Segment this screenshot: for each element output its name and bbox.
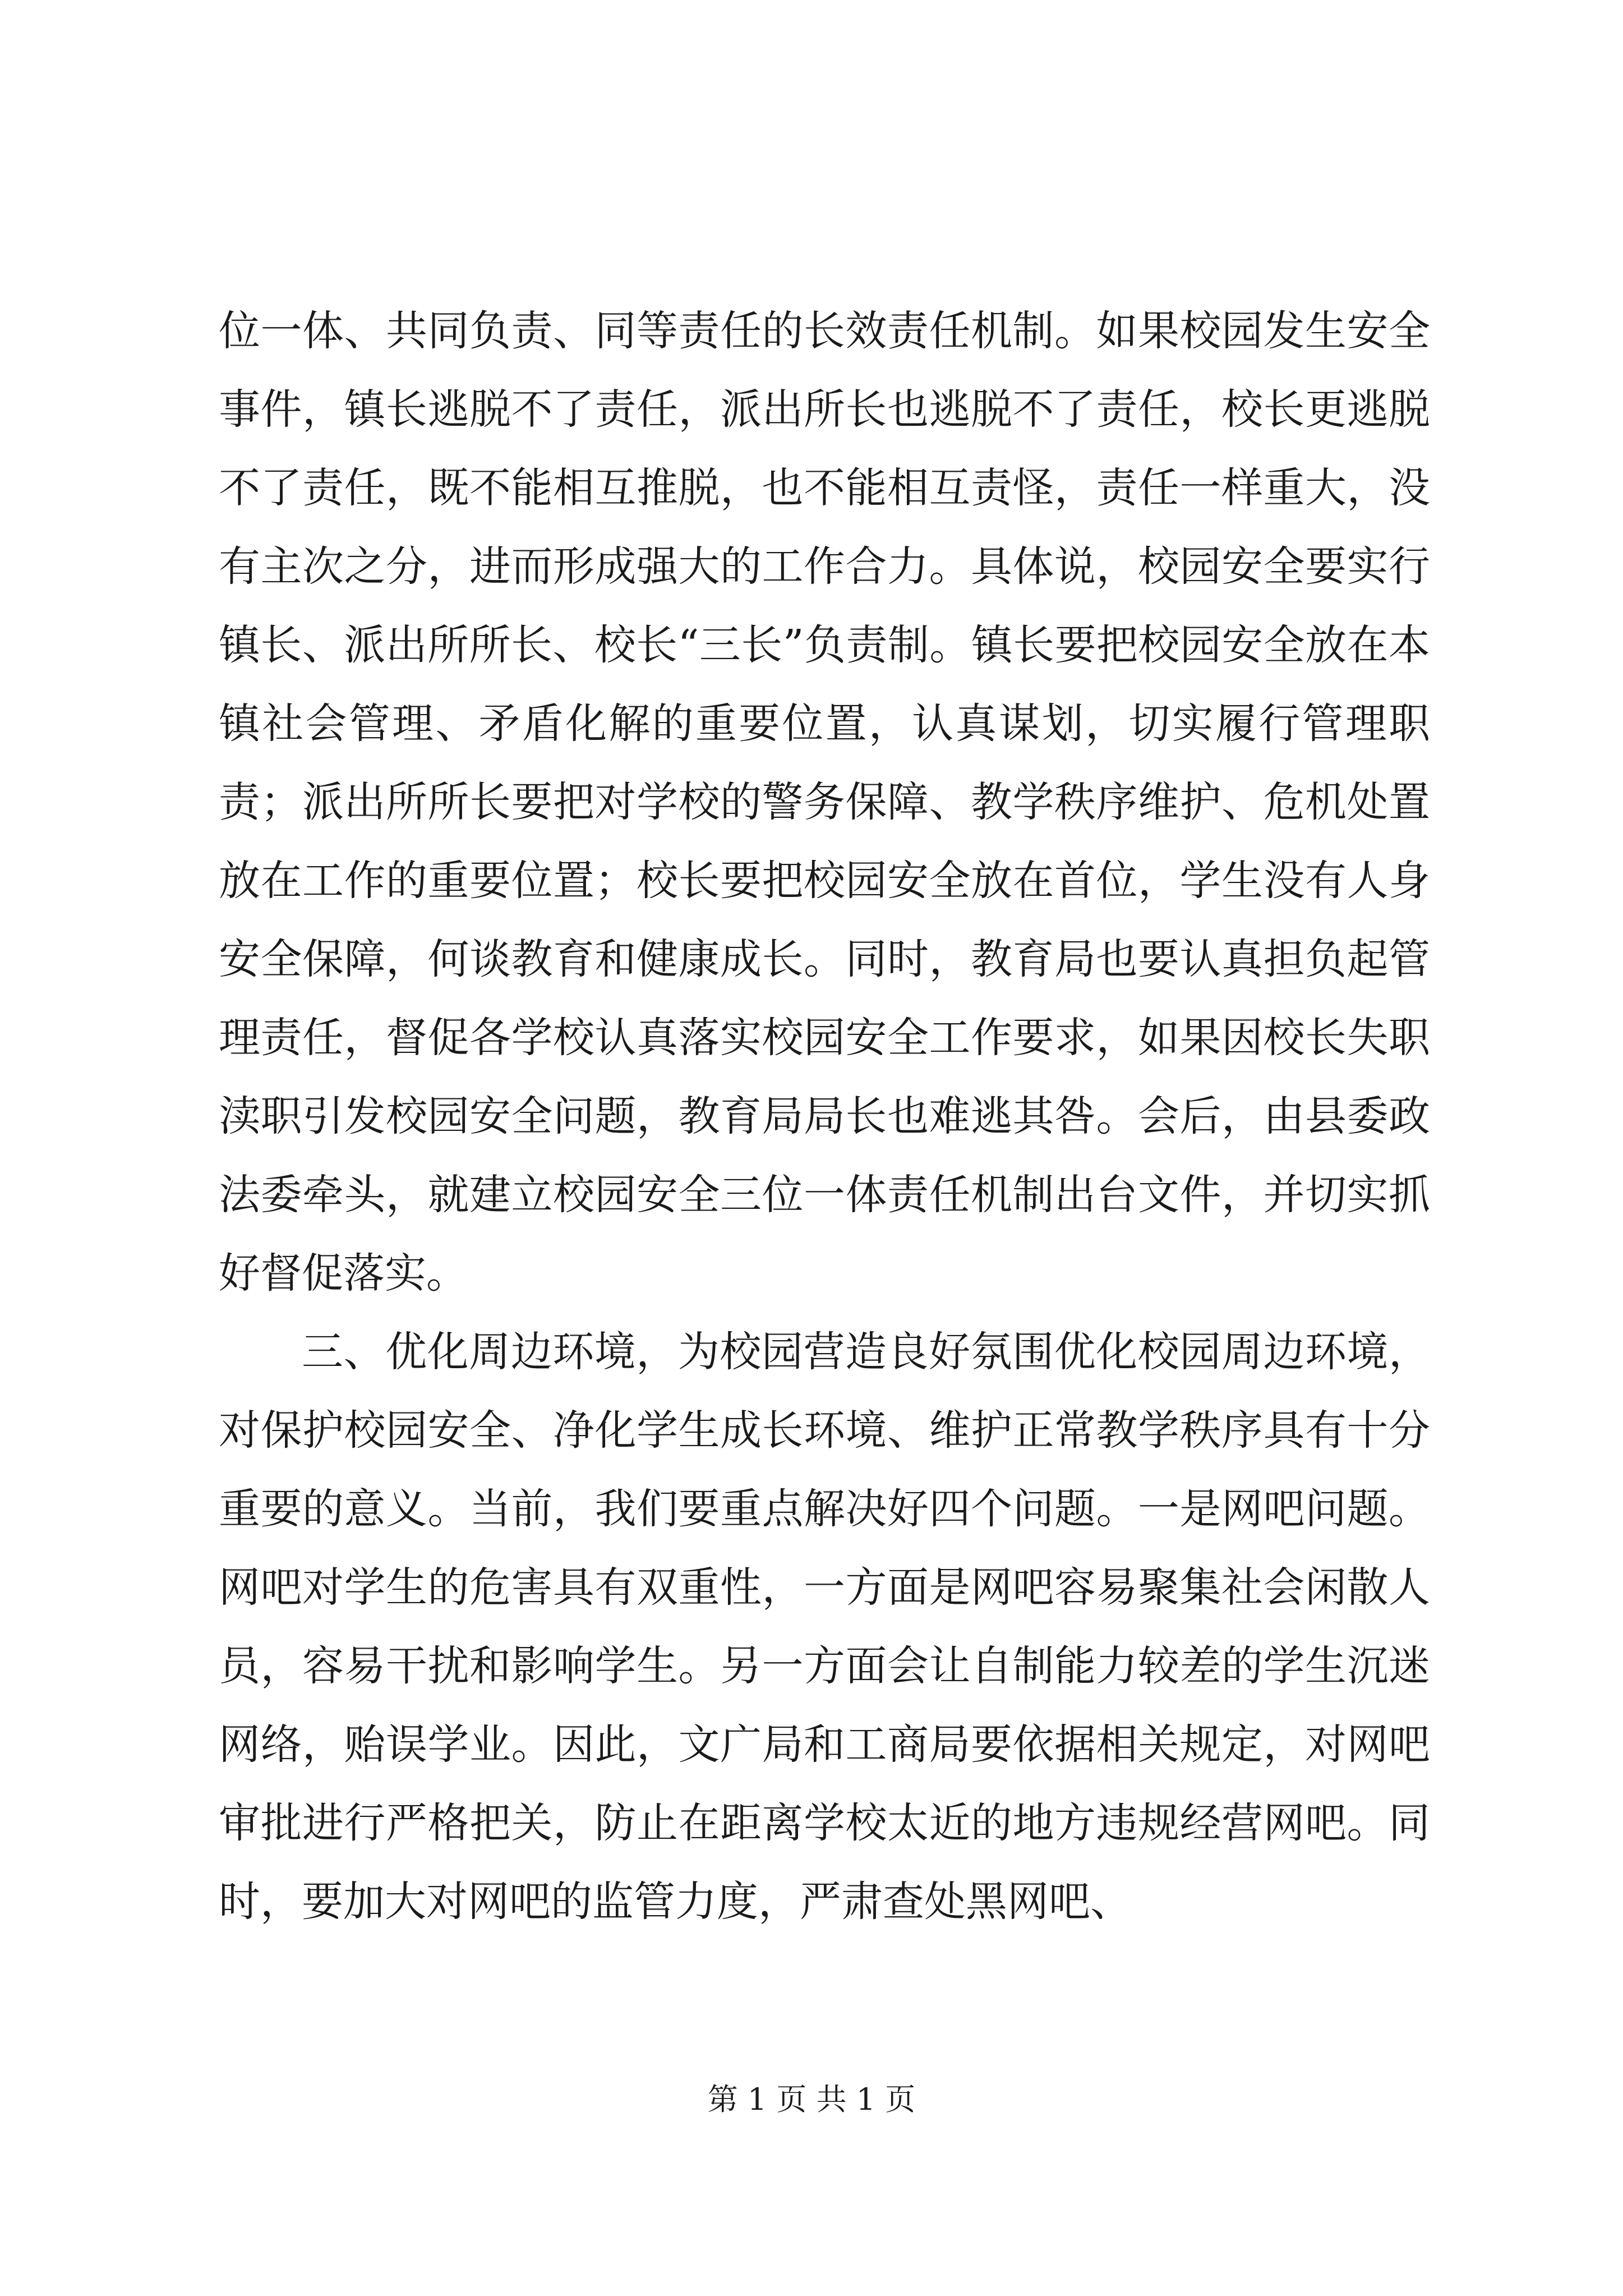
- page-footer: 第 1 页 共 1 页: [707, 2082, 916, 2117]
- paragraph-1: 位一体、共同负责、同等责任的长效责任机制。如果校园发生安全事件，镇长逃脱不了责任，派出所长也逃脱不了责任，校长更逃脱不了责任，既不能相互推脱，也不能相互责怪，责任一样重大，没有主次之分，进而形成强大的工作合力。具体说，校园安全要实行镇长、派出所所长、校长“三长”负责制。镇长要把校园安全放在本镇社会管理、矛盾化解的重要位置，认真谋划，切实履行管理职责；派出所所长要把对学校的警务保障、教学秩序维护、危机处置放在工作的重要位置；校长要把校园安全放在首位，学生没有人身安全保障，何谈教育和健康成长。同时，教育局也要认真担负起管理责任，督促各学校认真落实校园安全工作要求，如果因校长失职渎职引发校园安全问题，教育局局长也难逃其咎。会后，由县委政法委牵头，就建立校园安全三位一体责任机制出台文件，并切实抓好督促落实。: [219, 307, 1430, 1297]
- document-body: [219, 292, 1430, 1941]
- paragraph-2: 三、优化周边环境，为校园营造良好氛围优化校园周边环境，对保护校园安全、净化学生成长环境、维护正常教学秩序具有十分重要的意义。当前，我们要重点解决好四个问题。一是网吧问题。网吧对学生的危害具有双重性，一方面是网吧容易聚集社会闲散人员，容易干扰和影响学生。另一方面会让自制能力较差的学生沉迷网络，贻误学业。因此，文广局和工商局要依据相关规定，对网吧审批进行严格把关，防止在距离学校太近的地方违规经营网吧。同时，要加大对网吧的监管力度，严肃查处黑网吧、: [219, 1328, 1430, 1926]
